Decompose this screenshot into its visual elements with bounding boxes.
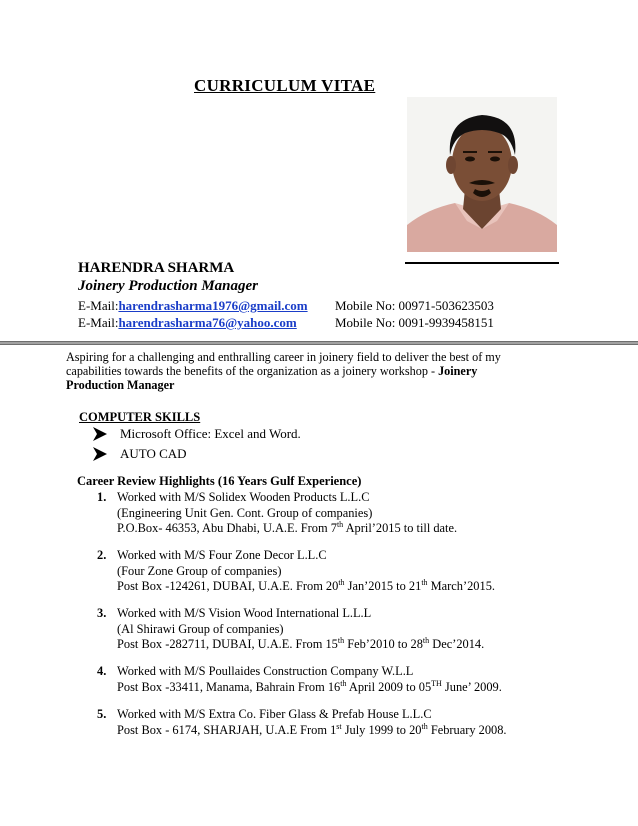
job-number: 4. — [97, 664, 107, 678]
job-dates: P.O.Box- 46353, Abu Dhabi, U.A.E. From 7th April’2015 to till date. — [117, 520, 458, 535]
job-dates: Post Box -33411, Manama, Bahrain From 16th April 2009 to 05TH June’ 2009. — [117, 678, 502, 694]
job-number: 3. — [97, 606, 107, 620]
job-number: 1. — [97, 490, 107, 504]
email-label: E-Mail: — [78, 315, 119, 330]
skill-item — [92, 446, 187, 462]
job-entry — [97, 707, 507, 738]
job-dates: Post Box -124261, DUBAI, U.A.E. From 20th Jan’2015 to 21th March’2015. — [117, 578, 495, 593]
job-entry — [97, 548, 495, 595]
horizontal-rule — [0, 341, 638, 345]
candidate-name: HARENDRA SHARMA — [78, 260, 235, 276]
job-detail: (Four Zone Group of companies) — [117, 563, 282, 578]
job-title: Worked with M/S Extra Co. Fiber Glass & Prefab House L.L.C — [117, 707, 432, 721]
job-title: Worked with M/S Vision Wood International L.L.L — [117, 606, 372, 620]
skill-text: Microsoft Office: Excel and Word. — [120, 426, 301, 441]
job-number: 2. — [97, 548, 107, 562]
job-dates: Post Box -282711, DUBAI, U.A.E. From 15th Feb’2010 to 28th Dec’2014. — [117, 636, 485, 651]
objective-bold-title: Joinery Production Manager — [66, 364, 478, 392]
job-number: 5. — [97, 707, 107, 721]
skill-text: AUTO CAD — [120, 446, 187, 461]
candidate-role: Joinery Production Manager — [78, 278, 259, 294]
objective-text: Aspiring for a challenging and enthralling career in joinery field to deliver the best of my capabilities towards the benefits of the organization as a joinery workshop - — [66, 350, 501, 378]
email-link-yahoo[interactable]: harendrasharma76@yahoo.com — [118, 315, 297, 330]
arrow-bullet-icon — [92, 426, 108, 442]
skill-item — [92, 426, 301, 442]
contact-email-1 — [78, 298, 308, 314]
job-title: Worked with M/S Four Zone Decor L.L.C — [117, 548, 327, 562]
job-entry — [97, 606, 484, 653]
job-title: Worked with M/S Poullaides Construction Company W.L.L — [117, 664, 414, 678]
job-entry — [97, 490, 457, 537]
computer-skills-heading: COMPUTER SKILLS — [79, 410, 201, 424]
objective-paragraph — [66, 350, 536, 392]
contact-email-2 — [78, 315, 297, 331]
email-label: E-Mail: — [78, 298, 119, 313]
mobile-number-2: Mobile No: 0091-9939458151 — [335, 315, 494, 330]
job-dates: Post Box - 6174, SHARJAH, U.A.E From 1st July 1999 to 20th February 2008. — [117, 721, 507, 737]
career-heading: Career Review Highlights (16 Years Gulf Experience) — [77, 474, 362, 488]
document-title: CURRICULUM VITAE — [194, 76, 376, 95]
profile-photo — [407, 97, 557, 252]
photo-divider — [405, 262, 559, 264]
email-link-gmail[interactable]: harendrasharma1976@gmail.com — [118, 298, 308, 313]
job-detail: (Engineering Unit Gen. Cont. Group of companies) — [117, 505, 373, 520]
job-entry — [97, 664, 502, 695]
arrow-bullet-icon — [92, 446, 108, 462]
job-title: Worked with M/S Solidex Wooden Products L.L.C — [117, 490, 370, 504]
job-detail: (Al Shirawi Group of companies) — [117, 621, 284, 636]
mobile-number-1: Mobile No: 00971-503623503 — [335, 298, 494, 313]
